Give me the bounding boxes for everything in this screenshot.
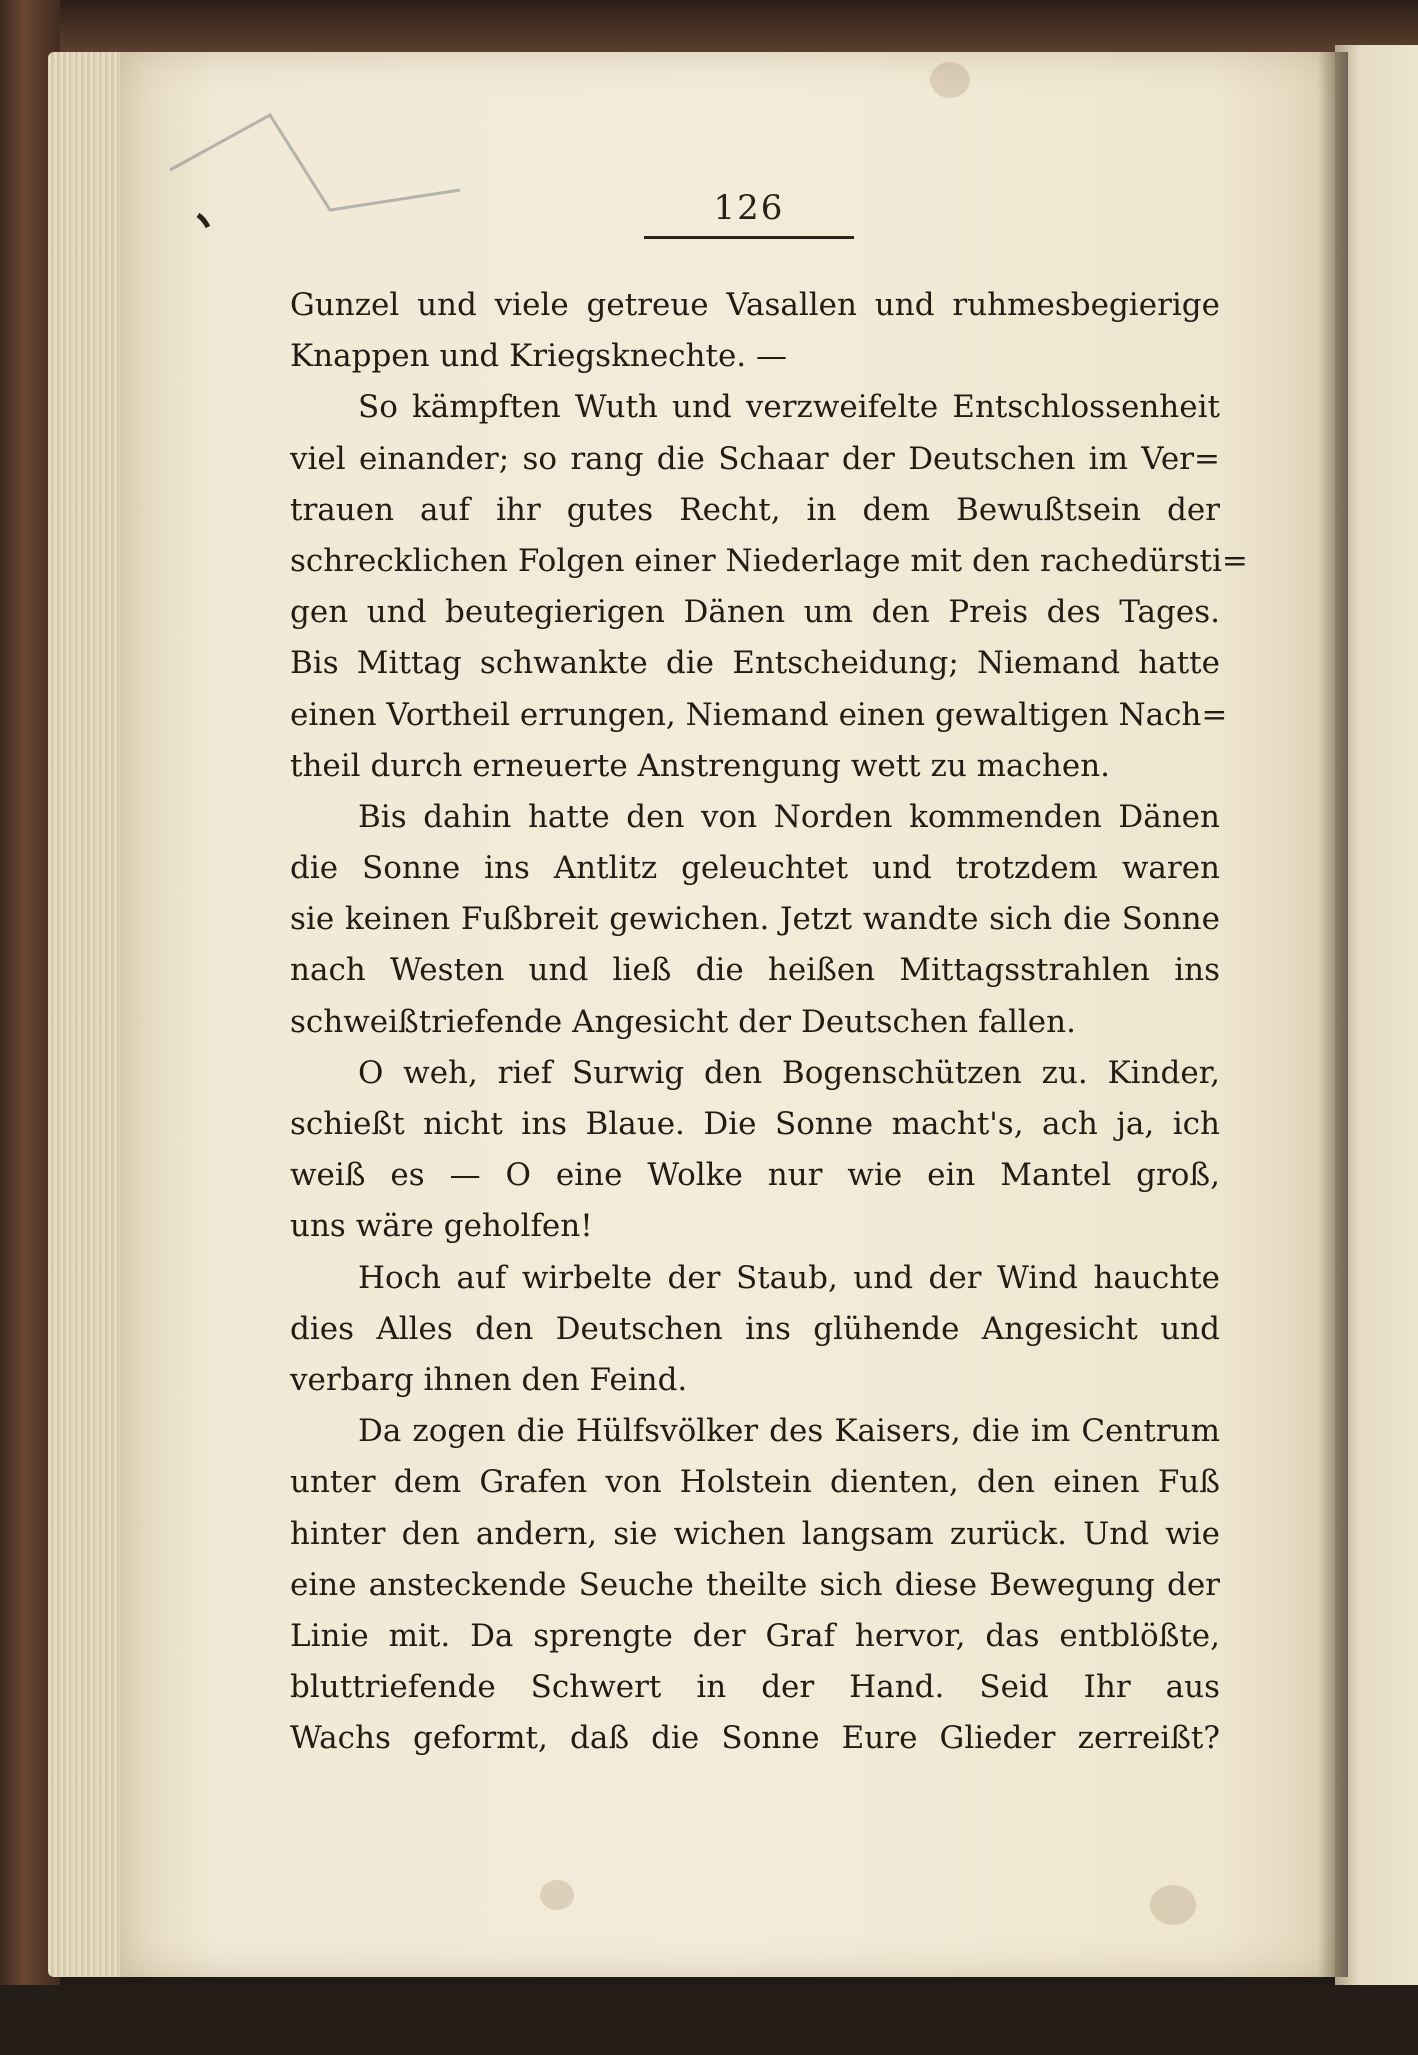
text-line: Linie mit. Da sprengte der Graf hervor, das entblößte,	[290, 1617, 1220, 1654]
text-line: hinter den andern, sie wichen langsam zurück. Und wie	[290, 1515, 1220, 1552]
text-line: Bis Mittag schwankte die Entscheidung; Niemand hatte	[290, 645, 1220, 682]
text-line: sie keinen Fußbreit gewichen. Jetzt wandte sich die Sonne	[290, 901, 1220, 938]
page-number: 126	[713, 188, 785, 228]
text-line: trauen auf ihr gutes Recht, in dem Bewußtsein der	[290, 491, 1220, 528]
text-line: unter dem Grafen von Holstein dienten, den einen Fuß	[290, 1464, 1220, 1501]
text-line: einen Vortheil errungen, Niemand einen gewaltigen Nach=	[290, 696, 1228, 733]
page-number-rule	[644, 236, 854, 239]
book-cover-bottom	[0, 1985, 1418, 2055]
text-line: uns wäre geholfen!	[290, 1208, 593, 1245]
text-line: gen und beutegierigen Dänen um den Preis des Tages.	[290, 594, 1220, 631]
text-line: bluttriefende Schwert in der Hand. Seid Ihr aus	[290, 1669, 1220, 1706]
text-line: Gunzel und viele getreue Vasallen und ruhmesbegierige	[290, 287, 1220, 323]
text-line: Bis dahin hatte den von Norden kommenden Dänen	[358, 798, 1220, 835]
text-line: schießt nicht ins Blaue. Die Sonne macht's, ach ja, ich	[290, 1106, 1220, 1142]
book-cover-top	[0, 0, 1418, 58]
paper-stain	[1150, 1885, 1196, 1925]
text-line: Wachs geformt, daß die Sonne Eure Glieder zerreißt?	[290, 1720, 1220, 1757]
text-line: schrecklichen Folgen einer Niederlage mit den rachedürsti=	[290, 542, 1248, 579]
text-line: So kämpften Wuth und verzweifelte Entschlossenheit	[358, 389, 1220, 426]
text-line: die Sonne ins Antlitz geleuchtet und trotzdem waren	[290, 850, 1220, 887]
text-line: Da zogen die Hülfsvölker des Kaisers, die im Centrum	[358, 1413, 1220, 1450]
text-line: verbarg ihnen den Feind.	[290, 1361, 688, 1398]
paper-stain	[930, 62, 970, 98]
text-line: nach Westen und ließ die heißen Mittagsstrahlen ins	[290, 952, 1220, 989]
text-line: Hoch auf wirbelte der Staub, und der Wind hauchte	[358, 1259, 1220, 1296]
text-line: Knappen und Kriegsknechte. —	[290, 338, 788, 375]
text-line: theil durch erneuerte Anstrengung wett zu machen.	[290, 747, 1111, 784]
text-line: eine ansteckende Seuche theilte sich diese Bewegung der	[290, 1566, 1220, 1603]
body-text	[290, 280, 1248, 1764]
page-edges	[48, 52, 128, 1977]
spine-shadow	[1318, 52, 1348, 1977]
text-line: schweißtriefende Angesicht der Deutschen fallen.	[290, 1003, 1076, 1040]
pencil-mark	[160, 100, 480, 240]
text-line: dies Alles den Deutschen ins glühende Angesicht und	[290, 1310, 1220, 1347]
paper-stain	[540, 1880, 574, 1910]
text-line: weiß es — O eine Wolke nur wie ein Mantel groß,	[290, 1157, 1220, 1194]
text-line: viel einander; so rang die Schaar der Deutschen im Ver=	[290, 440, 1220, 477]
text-line: O weh, rief Surwig den Bogenschützen zu. Kinder,	[358, 1054, 1220, 1091]
